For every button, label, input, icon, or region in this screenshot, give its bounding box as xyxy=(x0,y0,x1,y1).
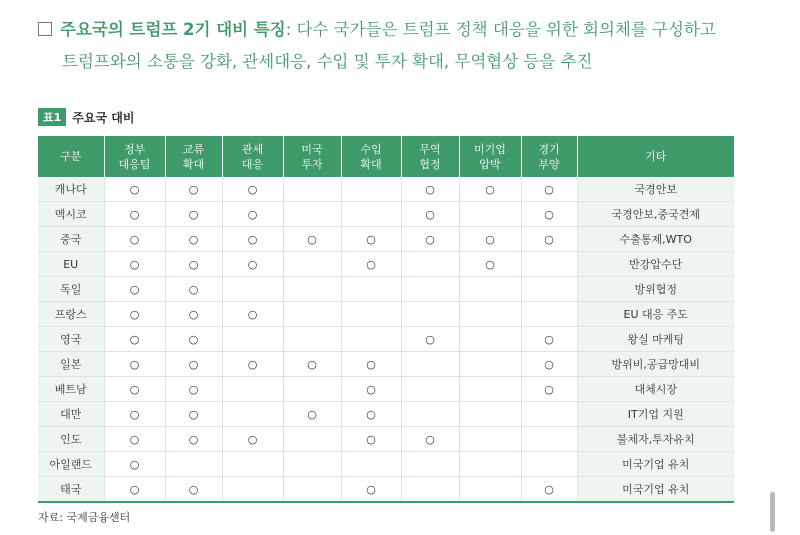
etc-cell: EU 대응 주도 xyxy=(577,302,734,327)
mark-cell: ○ xyxy=(104,402,165,427)
mark-cell xyxy=(283,302,341,327)
mark-cell: ○ xyxy=(341,427,401,452)
country-cell: 프랑스 xyxy=(38,302,104,327)
column-header xyxy=(38,136,104,177)
mark-cell: ○ xyxy=(104,252,165,277)
checkbox-bullet-icon xyxy=(38,22,52,36)
mark-cell xyxy=(222,277,283,302)
mark-cell xyxy=(222,402,283,427)
mark-cell xyxy=(401,302,459,327)
mark-cell: ○ xyxy=(104,177,165,202)
mark-cell xyxy=(401,252,459,277)
mark-cell xyxy=(165,452,222,477)
column-header xyxy=(341,136,401,177)
column-header xyxy=(459,136,521,177)
etc-cell: 왕실 마케팅 xyxy=(577,327,734,352)
mark-cell: ○ xyxy=(521,227,577,252)
scrollbar[interactable] xyxy=(770,492,775,532)
mark-cell xyxy=(283,452,341,477)
etc-cell: 미국기업 유치 xyxy=(577,477,734,503)
mark-cell: ○ xyxy=(104,302,165,327)
etc-cell: IT기업 지원 xyxy=(577,402,734,427)
country-cell: 캐나다 xyxy=(38,177,104,202)
mark-cell xyxy=(459,402,521,427)
mark-cell xyxy=(459,377,521,402)
etc-cell: 방위협정 xyxy=(577,277,734,302)
mark-cell: ○ xyxy=(401,202,459,227)
column-header-line: 기타 xyxy=(645,150,667,163)
column-header-line: 확대 xyxy=(360,157,382,171)
mark-cell xyxy=(283,252,341,277)
mark-cell: ○ xyxy=(165,402,222,427)
mark-cell xyxy=(401,452,459,477)
mark-cell xyxy=(283,202,341,227)
etc-cell: 방위비,공급망대비 xyxy=(577,352,734,377)
etc-cell: 국경안보,중국견제 xyxy=(577,202,734,227)
table-row xyxy=(38,277,734,302)
table-row xyxy=(38,352,734,377)
mark-cell: ○ xyxy=(459,177,521,202)
country-cell: 인도 xyxy=(38,427,104,452)
mark-cell xyxy=(283,277,341,302)
column-header-line: 협정 xyxy=(419,157,441,171)
mark-cell xyxy=(222,477,283,503)
column-header-line: 수입 xyxy=(360,142,382,156)
etc-cell: 불체자,투자유치 xyxy=(577,427,734,452)
table-row xyxy=(38,402,734,427)
mark-cell xyxy=(521,427,577,452)
country-cell: 대만 xyxy=(38,402,104,427)
mark-cell xyxy=(401,377,459,402)
table-header-row xyxy=(38,136,734,177)
mark-cell xyxy=(459,327,521,352)
mark-cell: ○ xyxy=(165,427,222,452)
mark-cell: ○ xyxy=(165,177,222,202)
country-cell: 태국 xyxy=(38,477,104,503)
column-header xyxy=(283,136,341,177)
mark-cell: ○ xyxy=(165,327,222,352)
mark-cell: ○ xyxy=(521,377,577,402)
mark-cell: ○ xyxy=(521,477,577,503)
mark-cell: ○ xyxy=(104,452,165,477)
mark-cell: ○ xyxy=(521,177,577,202)
mark-cell xyxy=(341,202,401,227)
mark-cell: ○ xyxy=(459,227,521,252)
mark-cell xyxy=(459,352,521,377)
mark-cell: ○ xyxy=(341,252,401,277)
mark-cell: ○ xyxy=(401,427,459,452)
mark-cell: ○ xyxy=(104,427,165,452)
mark-cell xyxy=(283,327,341,352)
mark-cell: ○ xyxy=(104,277,165,302)
column-header-line: 미기업 xyxy=(474,142,506,156)
mark-cell: ○ xyxy=(459,252,521,277)
mark-cell: ○ xyxy=(222,427,283,452)
mark-cell: ○ xyxy=(165,277,222,302)
mark-cell: ○ xyxy=(165,352,222,377)
mark-cell: ○ xyxy=(104,377,165,402)
mark-cell: ○ xyxy=(222,227,283,252)
column-header xyxy=(577,136,734,177)
mark-cell: ○ xyxy=(104,327,165,352)
column-header-line: 부양 xyxy=(538,157,560,171)
mark-cell xyxy=(283,177,341,202)
column-header-line: 무역 xyxy=(419,142,441,156)
column-header xyxy=(222,136,283,177)
mark-cell: ○ xyxy=(104,352,165,377)
column-header xyxy=(401,136,459,177)
mark-cell: ○ xyxy=(521,202,577,227)
mark-cell: ○ xyxy=(165,477,222,503)
mark-cell xyxy=(459,427,521,452)
intro-line-1 xyxy=(38,14,758,46)
mark-cell xyxy=(341,452,401,477)
mark-cell xyxy=(283,377,341,402)
mark-cell: ○ xyxy=(165,377,222,402)
table-title: 주요국 대비 xyxy=(72,110,135,125)
mark-cell: ○ xyxy=(222,202,283,227)
table-row xyxy=(38,252,734,277)
table-tag: 표1 xyxy=(38,108,66,126)
mark-cell xyxy=(341,277,401,302)
column-header-line: 확대 xyxy=(182,157,205,171)
table-row xyxy=(38,427,734,452)
source-note: 자료: 국제금융센터 xyxy=(38,511,131,524)
column-header-line: 미국 xyxy=(301,142,323,156)
mark-cell xyxy=(401,477,459,503)
country-cell: EU xyxy=(38,252,104,277)
column-header-line: 구분 xyxy=(60,150,82,163)
country-cell: 일본 xyxy=(38,352,104,377)
intro-bold: 주요국의 트럼프 2기 대비 특징 xyxy=(60,20,286,39)
etc-cell: 대체시장 xyxy=(577,377,734,402)
etc-cell: 수출통제,WTO xyxy=(577,227,734,252)
intro-line1-rest: : 다수 국가들은 트럼프 정책 대응을 위한 회의체를 구성하고 xyxy=(285,20,716,39)
country-cell: 멕시코 xyxy=(38,202,104,227)
mark-cell: ○ xyxy=(521,327,577,352)
mark-cell xyxy=(521,277,577,302)
mark-cell xyxy=(459,277,521,302)
mark-cell: ○ xyxy=(341,227,401,252)
mark-cell xyxy=(341,327,401,352)
mark-cell: ○ xyxy=(283,352,341,377)
mark-cell xyxy=(283,477,341,503)
mark-cell xyxy=(222,452,283,477)
etc-cell: 반강압수단 xyxy=(577,252,734,277)
mark-cell: ○ xyxy=(222,352,283,377)
mark-cell: ○ xyxy=(341,352,401,377)
mark-cell xyxy=(222,377,283,402)
table-row xyxy=(38,177,734,202)
mark-cell: ○ xyxy=(104,227,165,252)
mark-cell: ○ xyxy=(222,252,283,277)
mark-cell: ○ xyxy=(283,402,341,427)
country-cell: 독일 xyxy=(38,277,104,302)
mark-cell: ○ xyxy=(165,227,222,252)
mark-cell xyxy=(401,352,459,377)
mark-cell xyxy=(521,452,577,477)
column-header-line: 정부 xyxy=(123,142,146,156)
table-row xyxy=(38,477,734,503)
mark-cell xyxy=(401,402,459,427)
mark-cell: ○ xyxy=(341,402,401,427)
mark-cell: ○ xyxy=(165,252,222,277)
column-header xyxy=(104,136,165,177)
table-caption xyxy=(38,108,134,126)
mark-cell xyxy=(459,477,521,503)
mark-cell: ○ xyxy=(165,202,222,227)
etc-cell: 국경안보 xyxy=(577,177,734,202)
mark-cell: ○ xyxy=(165,302,222,327)
country-cell: 아일랜드 xyxy=(38,452,104,477)
mark-cell: ○ xyxy=(222,302,283,327)
table-row xyxy=(38,227,734,252)
country-cell: 영국 xyxy=(38,327,104,352)
intro-line-2: 트럼프와의 소통을 강화, 관세대응, 수입 및 투자 확대, 무역협상 등을 추진 xyxy=(62,52,593,71)
mark-cell xyxy=(459,202,521,227)
column-header xyxy=(165,136,222,177)
mark-cell xyxy=(459,302,521,327)
mark-cell: ○ xyxy=(521,352,577,377)
table-body xyxy=(38,177,734,502)
mark-cell xyxy=(401,277,459,302)
column-header-line: 관세 xyxy=(241,142,264,156)
table-row xyxy=(38,202,734,227)
mark-cell xyxy=(341,177,401,202)
mark-cell xyxy=(521,252,577,277)
column-header-line: 투자 xyxy=(301,157,323,171)
country-cell: 베트남 xyxy=(38,377,104,402)
intro-text xyxy=(38,14,758,78)
mark-cell: ○ xyxy=(283,227,341,252)
country-cell: 중국 xyxy=(38,227,104,252)
mark-cell: ○ xyxy=(401,327,459,352)
column-header-line: 경기 xyxy=(538,142,560,156)
mark-cell xyxy=(341,302,401,327)
table-row xyxy=(38,452,734,477)
table-row xyxy=(38,327,734,352)
mark-cell: ○ xyxy=(341,377,401,402)
column-header-line: 교류 xyxy=(182,142,205,156)
column-header-line: 대응 xyxy=(241,157,264,171)
mark-cell: ○ xyxy=(341,477,401,503)
mark-cell: ○ xyxy=(222,177,283,202)
column-header xyxy=(521,136,577,177)
mark-cell xyxy=(283,427,341,452)
column-header-line: 압박 xyxy=(479,157,501,171)
mark-cell xyxy=(521,302,577,327)
comparison-table xyxy=(38,136,734,503)
table-row xyxy=(38,302,734,327)
mark-cell: ○ xyxy=(401,227,459,252)
mark-cell: ○ xyxy=(104,202,165,227)
mark-cell xyxy=(521,402,577,427)
table-row xyxy=(38,377,734,402)
etc-cell: 미국기업 유치 xyxy=(577,452,734,477)
mark-cell: ○ xyxy=(104,477,165,503)
mark-cell: ○ xyxy=(401,177,459,202)
mark-cell xyxy=(222,327,283,352)
column-header-line: 대응팀 xyxy=(118,157,151,171)
mark-cell xyxy=(459,452,521,477)
